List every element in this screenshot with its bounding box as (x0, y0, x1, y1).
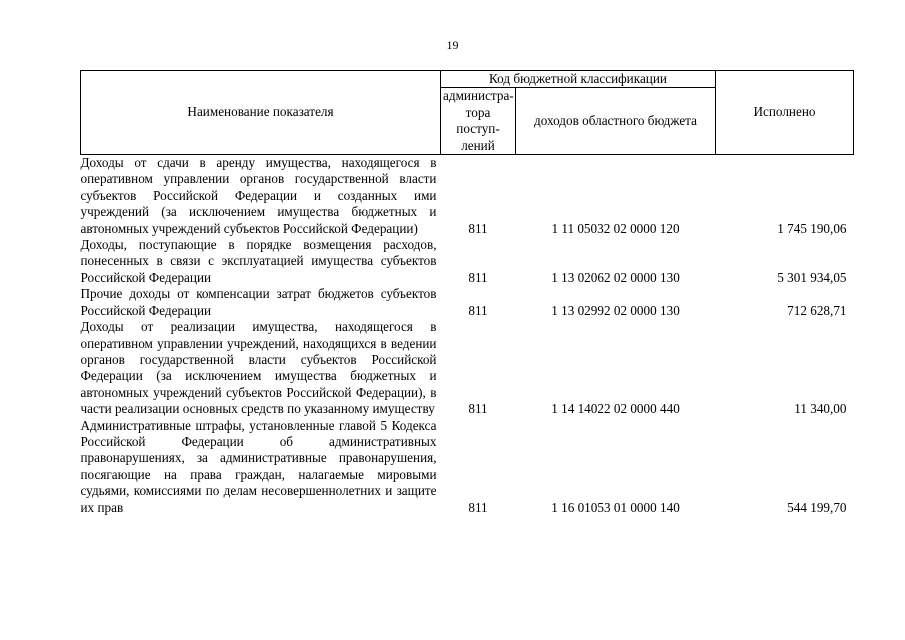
row-executed-amount: 5 301 934,05 (777, 269, 847, 285)
row-classification-code: 1 16 01053 01 0000 140 (551, 499, 680, 515)
table-row (81, 418, 854, 516)
row-executed-amount: 11 340,00 (794, 401, 847, 417)
row-classification-code: 1 14 14022 02 0000 440 (551, 401, 680, 417)
table-row (81, 286, 854, 319)
row-admin-code: 811 (468, 499, 488, 515)
budget-table (80, 70, 854, 516)
row-name: Административные штрафы, установленные главой 5 Кодекса Российской Федерации об административных правонарушениях, за административные правонарушения, посягающие на права граждан, налагаемые мировыми судьями, комиссиями по делам несовершеннолетних и защите их прав (80, 417, 437, 515)
header-indicator-name: Наименование показателя (81, 71, 441, 155)
row-name: Доходы от сдачи в аренду имущества, находящегося в оперативном управлении органов государственной власти субъектов Российской Федерации и созданных ими учреждений (за исключением имущества бюджетных и автономных учреждений субъектов Российской Федерации) (80, 155, 437, 236)
page-number: 19 (446, 38, 459, 52)
row-admin-code: 811 (468, 401, 488, 417)
row-admin-code: 811 (468, 302, 488, 318)
row-executed-amount: 712 628,71 (787, 302, 847, 318)
header-regional-budget-revenue: доходов областного бюджета (516, 88, 716, 155)
table-row (81, 155, 854, 238)
row-name: Доходы, поступающие в порядке возмещения расходов, понесенных в связи с эксплуатацией имущества субъектов Российской Федерации (80, 237, 437, 285)
table-row (81, 237, 854, 286)
row-executed-amount: 1 745 190,06 (777, 220, 847, 236)
header-executed: Исполнено (716, 71, 854, 155)
row-name: Доходы от реализации имущества, находящегося в оперативном управлении учреждений, находящихся в ведении органов государственной власти субъектов Российской Федерации (за исключением имущества бюджетных и автономных учреждений субъектов Российской Федерации), в части реализации основных средств по указанному имуществу (80, 319, 437, 417)
row-classification-code: 1 11 05032 02 0000 120 (551, 220, 680, 236)
row-executed-amount: 544 199,70 (787, 499, 847, 515)
row-classification-code: 1 13 02062 02 0000 130 (551, 269, 680, 285)
header-budget-classification-code: Код бюджетной классификации (441, 71, 716, 88)
row-admin-code: 811 (468, 220, 488, 236)
header-revenue-administrator: администра-тора поступ-лений (441, 88, 516, 155)
row-name: Прочие доходы от компенсации затрат бюджетов субъектов Российской Федерации (80, 286, 437, 318)
row-admin-code: 811 (468, 269, 488, 285)
table-row (81, 319, 854, 417)
row-classification-code: 1 13 02992 02 0000 130 (551, 302, 680, 318)
